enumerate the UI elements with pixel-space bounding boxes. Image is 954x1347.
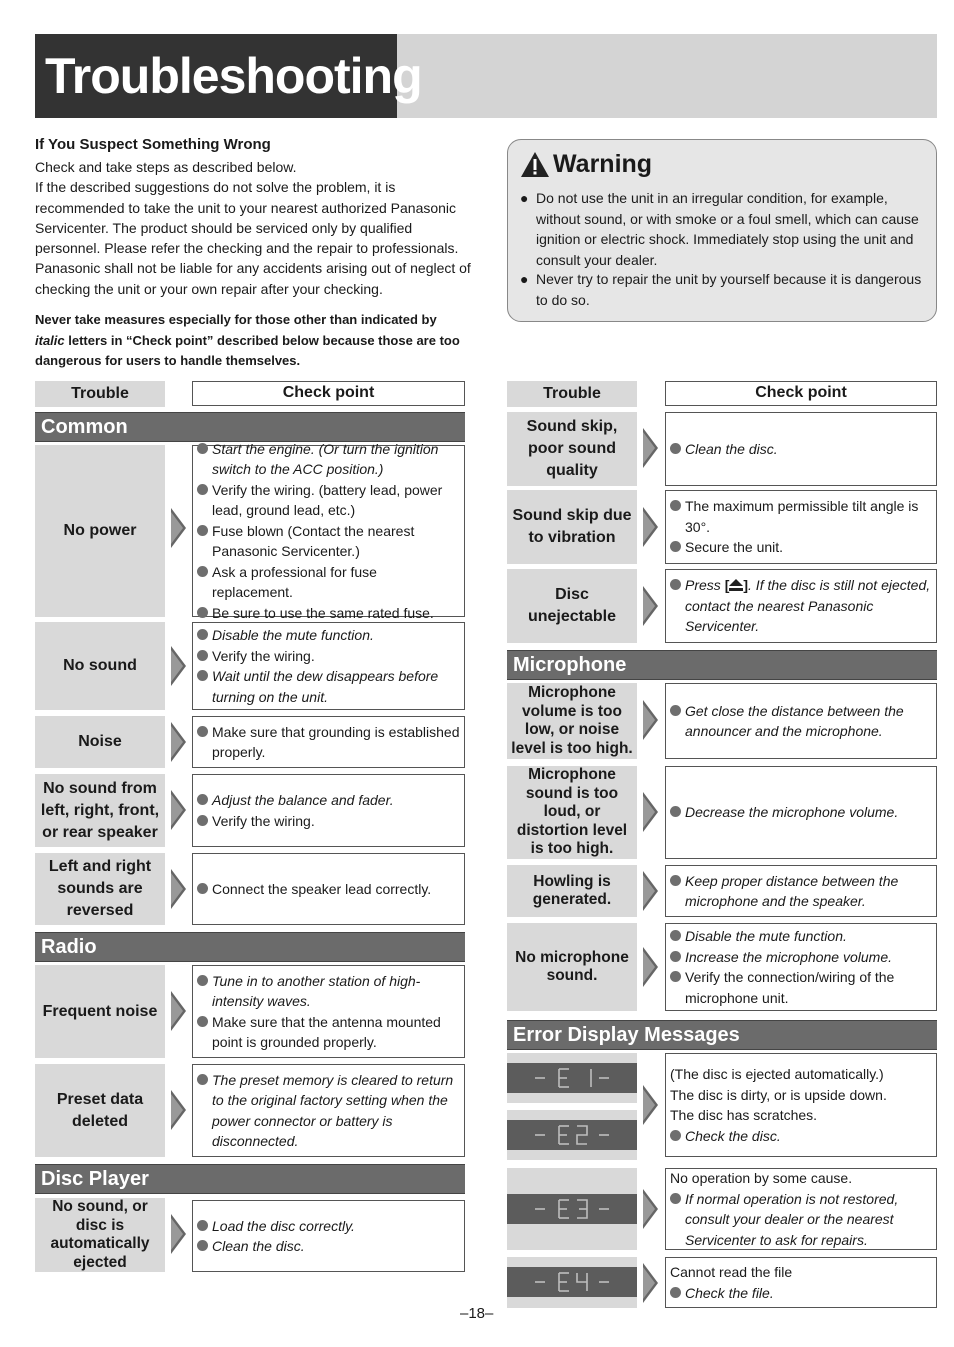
- check-error-e4: [665, 1257, 937, 1308]
- check-item: The disc has scratches.: [670, 1107, 818, 1123]
- error-display-e4: [507, 1267, 637, 1297]
- page-title: Troubleshooting: [35, 34, 397, 118]
- check-item: Clean the disc.: [670, 439, 933, 460]
- check-disc-unejectable: [665, 569, 937, 643]
- check-no-power: [192, 440, 465, 621]
- trouble-frequent-noise: Frequent noise: [35, 965, 165, 1058]
- check-item: The maximum permissible tilt angle is 30°.: [670, 496, 933, 537]
- column-header-trouble: Trouble: [35, 381, 165, 407]
- check-error-e3: [665, 1168, 937, 1250]
- trouble-no-mic-sound: No microphone sound.: [507, 923, 637, 1011]
- check-item: Keep proper distance between the microphone and the speaker.: [670, 871, 933, 912]
- lcd-e4-icon: [507, 1267, 637, 1297]
- right-arrow-icon: [170, 645, 188, 687]
- check-item: Tune in to another station of high-intensity waves.: [197, 971, 461, 1012]
- error-display-e3: [507, 1194, 637, 1224]
- check-error-e1-e2: [665, 1053, 937, 1157]
- section-disc-player: Disc Player: [35, 1164, 465, 1194]
- right-arrow-icon: [642, 427, 660, 469]
- trouble-disc-unejectable: Disc unejectable: [507, 569, 637, 643]
- trouble-noise: Noise: [35, 716, 165, 768]
- check-item: Check the file.: [670, 1283, 933, 1304]
- check-item: Fuse blown (Contact the nearest Panasonic Servicenter.): [197, 521, 461, 562]
- intro-warning-note: Never take measures especially for those other than indicated by italic letters in “Check point” described below because those are too dangerous for users to handle themselves.: [35, 312, 460, 368]
- page-number: –18–: [460, 1305, 494, 1322]
- trouble-preset-deleted: Preset data deleted: [35, 1064, 165, 1157]
- warning-item: ● Do not use the unit in an irregular condition, for example, without sound, or with smoke or a foul smell, which can cause ignition or electric shock. Immediately stop using the unit and consult your dealer.: [520, 190, 919, 268]
- check-item: Disable the mute function.: [197, 625, 461, 646]
- check-item: Check the disc.: [670, 1126, 933, 1147]
- section-common: Common: [35, 412, 465, 442]
- section-error-display: Error Display Messages: [507, 1020, 937, 1050]
- check-item: Press [ ]. If the disc is still not ejected, contact the nearest Panasonic Servicenter.: [670, 575, 933, 637]
- check-mic-low: [665, 683, 937, 759]
- check-no-sound-speaker: [192, 774, 465, 847]
- intro-body: Check and take steps as described below. If the described suggestions do not solve the problem, it is recommended to take the unit to your nearest authorized Panasonic Servicenter. The product should be serviced only by qualified personnel. Please refer the checking and the repair to professionals. Panasonic shall not be liable for any accidents arising out of neglect of checking the unit or your own repair after your checking.: [35, 159, 471, 297]
- error-display-e1: [507, 1063, 637, 1093]
- check-item: The disc is dirty, or is upside down.: [670, 1086, 887, 1103]
- lcd-e3-icon: [507, 1194, 637, 1224]
- column-header-check-point: Check point: [665, 381, 937, 406]
- check-item: Clean the disc.: [197, 1236, 461, 1257]
- check-frequent-noise: [192, 965, 465, 1058]
- right-arrow-icon: [170, 507, 188, 549]
- right-arrow-icon: [170, 868, 188, 910]
- right-arrow-icon: [642, 585, 660, 627]
- column-header-trouble: Trouble: [507, 381, 637, 407]
- check-item: Make sure that grounding is established properly.: [197, 722, 461, 763]
- right-arrow-icon: [170, 721, 188, 763]
- check-item: (The disc is ejected automatically.): [670, 1066, 884, 1082]
- check-item: Be sure to use the same rated fuse.: [197, 603, 461, 624]
- trouble-mic-loud: Microphone sound is too loud, or distortion level is too high.: [507, 766, 637, 859]
- warning-triangle-icon: [520, 151, 550, 178]
- trouble-howling: Howling is generated.: [507, 865, 637, 917]
- check-disc-ejected: [192, 1200, 465, 1272]
- intro-heading: If You Suspect Something Wrong: [35, 136, 271, 153]
- check-item: Decrease the microphone volume.: [670, 802, 933, 823]
- error-display-e2: [507, 1120, 637, 1150]
- check-item: Adjust the balance and fader.: [197, 790, 461, 811]
- column-header-check-point: Check point: [192, 381, 465, 406]
- trouble-no-power: No power: [35, 445, 165, 617]
- check-item: Wait until the dew disappears before turning on the unit.: [197, 666, 461, 707]
- check-item: Disable the mute function.: [670, 926, 933, 947]
- check-preset-deleted: [192, 1064, 465, 1157]
- section-microphone: Microphone: [507, 650, 937, 680]
- right-arrow-icon: [642, 870, 660, 912]
- trouble-mic-low: Microphone volume is too low, or noise level is too high.: [507, 683, 637, 759]
- check-mic-loud: [665, 766, 937, 859]
- check-item: Make sure that the antenna mounted point is grounded properly.: [197, 1012, 461, 1053]
- lcd-e2-icon: [507, 1120, 637, 1150]
- right-arrow-icon: [642, 1084, 660, 1126]
- check-no-sound: [192, 622, 465, 710]
- trouble-disc-ejected: No sound, or disc is automatically ejected: [35, 1198, 165, 1272]
- right-arrow-icon: [642, 1188, 660, 1230]
- check-item: Verify the wiring.: [197, 811, 461, 832]
- right-arrow-icon: [170, 789, 188, 831]
- check-item: Increase the microphone volume.: [670, 947, 933, 968]
- check-item: Cannot read the file: [670, 1264, 793, 1280]
- right-arrow-icon: [642, 1262, 660, 1304]
- check-item: Get close the distance between the announcer and the microphone.: [670, 701, 933, 742]
- check-item: Verify the wiring. (battery lead, power lead, ground lead, etc.): [197, 480, 461, 521]
- trouble-no-sound-speaker: No sound from left, right, front, or rear speaker: [35, 774, 165, 847]
- check-sound-skip-quality: [665, 412, 937, 486]
- right-arrow-icon: [170, 990, 188, 1032]
- check-item: If normal operation is not restored, consult your dealer or the nearest Servicenter to ask for repairs.: [670, 1189, 933, 1251]
- section-radio: Radio: [35, 932, 465, 962]
- check-item: No operation by some cause.: [670, 1170, 853, 1186]
- check-sound-skip-vibration: [665, 490, 937, 564]
- check-item: Connect the speaker lead correctly.: [197, 879, 461, 900]
- eject-icon: [729, 579, 743, 591]
- check-item: Ask a professional for fuse replacement.: [197, 562, 461, 603]
- right-arrow-icon: [642, 699, 660, 741]
- check-item: Secure the unit.: [670, 537, 933, 558]
- check-howling: [665, 865, 937, 917]
- right-arrow-icon: [642, 791, 660, 833]
- trouble-reversed: Left and right sounds are reversed: [35, 853, 165, 925]
- check-no-mic-sound: [665, 923, 937, 1011]
- trouble-no-sound: No sound: [35, 622, 165, 710]
- check-item: Start the engine. (Or turn the ignition switch to the ACC position.): [197, 439, 461, 480]
- check-item: Load the disc correctly.: [197, 1216, 461, 1237]
- warning-title: Warning: [520, 150, 652, 179]
- check-noise: [192, 716, 465, 768]
- right-arrow-icon: [170, 1213, 188, 1255]
- trouble-sound-skip-vibration: Sound skip due to vibration: [507, 490, 637, 564]
- check-reversed: [192, 853, 465, 925]
- right-arrow-icon: [170, 1089, 188, 1131]
- lcd-e1-icon: [507, 1063, 637, 1093]
- check-item: Verify the wiring.: [197, 646, 461, 667]
- right-arrow-icon: [642, 506, 660, 548]
- check-item: The preset memory is cleared to return to the original factory setting when the power connector or battery is disconnected.: [197, 1070, 461, 1152]
- warning-item: ● Never try to repair the unit by yourself because it is dangerous to do so.: [520, 271, 922, 308]
- right-arrow-icon: [642, 946, 660, 988]
- trouble-sound-skip-quality: Sound skip, poor sound quality: [507, 412, 637, 486]
- check-item: Verify the connection/wiring of the microphone unit.: [670, 967, 933, 1008]
